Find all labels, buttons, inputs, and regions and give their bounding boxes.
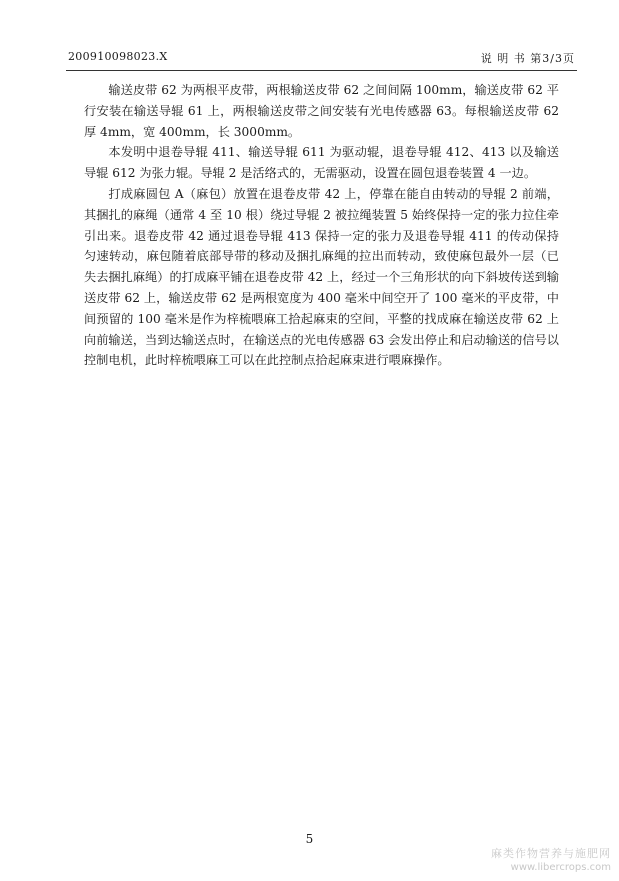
page-number: 5 [305, 832, 314, 846]
document-section-and-page: 说 明 书 第3/3页 [480, 52, 575, 65]
document-body [84, 80, 559, 371]
paragraph-rollers: 本发明中退卷导辊 411、输送导辊 611 为驱动辊，退卷导辊 412、413 以及输送导辊 612 为张力辊。导辊 2 是活络式的，无需驱动，设置在圆包退卷装置 4 一边。 [84, 145, 559, 181]
watermark-url: www.libercrops.com [510, 862, 611, 873]
watermark [451, 847, 611, 875]
page-header [68, 50, 575, 66]
patent-application-number: 200910098023.X [68, 50, 168, 63]
header-divider [66, 70, 577, 71]
watermark-text: 麻类作物营养与施肥网 [491, 847, 611, 860]
paragraph-operation: 打成麻圆包 A（麻包）放置在退卷皮带 42 上，停靠在能自由转动的导辊 2 前端，其捆扎的麻绳（通常 4 至 10 根）绕过导辊 2 被拉绳装置 5 始终保持一定的张力拉住牵引出来。退卷皮带 42 通过退卷导辊 413 保持一定的张力及退卷导辊 411 的传动保持匀速转动，麻包随着底部导带的移动及捆扎麻绳的拉出而转动，致使麻包最外一层（已失去捆扎麻绳）的打成麻平铺在退卷皮带 42 上，经过一个三角形状的向下斜坡传送到输送皮带 62 上，输送皮带 62 是两根宽度为 400 毫米中间空开了 100 毫米的平皮带，中间预留的 100 毫米是作为梓梳喂麻工拾起麻束的空间，平整的找成麻在输送皮带 62 上向前输送，当到达输送点时，在输送点的光电传感器 63 会发出停止和启动输送的信号以控制电机，此时梓梳喂麻工可以在此控制点拾起麻束进行喂麻操作。 [84, 186, 559, 368]
paragraph-conveyor-belt: 输送皮带 62 为两根平皮带，两根输送皮带 62 之间间隔 100mm，输送皮带 62 平行安装在输送导辊 61 上，两根输送皮带之间安装有光电传感器 63。每根输送皮带 62 厚 4mm，宽 400mm，长 3000mm。 [84, 83, 559, 139]
